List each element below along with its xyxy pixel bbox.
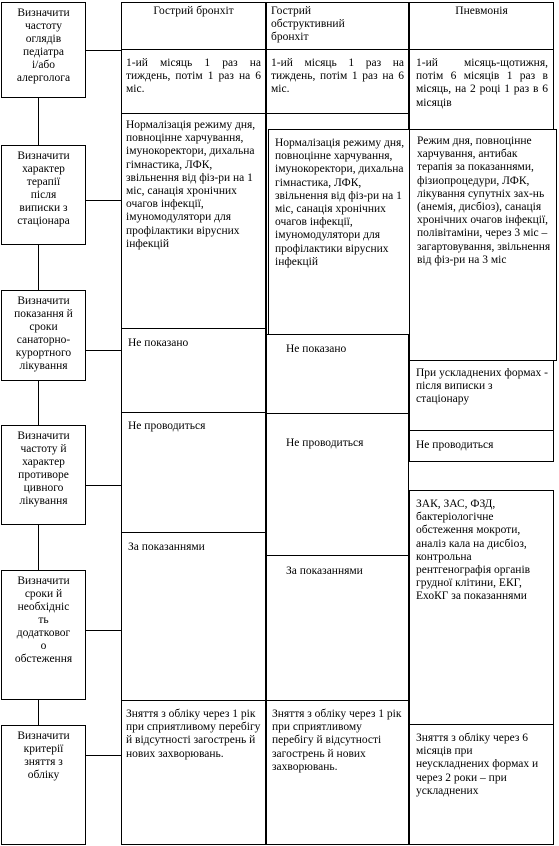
- connector-line: [38, 525, 39, 570]
- connector-line: [38, 381, 39, 425]
- col3-sanatorium: При ускладнених формах - після виписки з стаціонару: [416, 367, 548, 406]
- step-box-therapy: Визначити характер терапії після виписки з стаціонара: [1, 145, 86, 245]
- step-box-exam: Визначити сроки й необхідніс ть додатковог о обстеження: [1, 570, 86, 700]
- connector-line: [86, 50, 121, 51]
- col3-exam: ЗАК, ЗАС, ФЗД, бактеріологічне обстеження мокроти, аналіз кала на дисбіоз, контрольна рентгенографія органів грудної клітини, ЕКГ, ЕхоКГ за показаннями: [416, 498, 531, 603]
- col1-header: Гострий бронхіт: [153, 5, 234, 17]
- connector-line: [86, 630, 121, 631]
- col2-antirelapse: Не проводиться: [286, 437, 364, 449]
- col1-therapy: Нормалізація режиму дня, повноцінне харчування, імунокоректори, дихальна гімнастика, ЛФК, звільнення від фіз-ри на 1 міс, санація хронічних очагов інфекції, імуномодулятори для профілактики вірусних інфекцій: [126, 119, 256, 250]
- col2-therapy: Нормалізація режиму дня, повноцінне харчування, імунокоректори, дихальна гімнастика, ЛФК, звільнення від фіз-ри на 1 міс, санація хронічних очагов інфекції, імуномодулятори для профілактики вірусних інфекцій: [275, 137, 405, 268]
- step-box-antirelapse: Визначити частоту й характер противоре цивного лікування: [1, 425, 86, 525]
- step-box-sanatorium: Визначити показання й сроки санаторно- курортного лікування: [1, 290, 86, 381]
- col1-sanatorium: Не показано: [128, 337, 189, 349]
- connector-line: [86, 755, 121, 756]
- col3-frequency: 1-ий місяць-щотижня, потім 6 місяців 1 раз в місяць, на 2 році 1 раз в 6 місяців: [416, 57, 548, 109]
- col3-header: Пневмонія: [455, 5, 508, 17]
- connector-line: [38, 700, 39, 725]
- col3-therapy: Режим дня, повноцінне харчування, антибак терапія за показаннями, фізиопроцедури, ЛФК, лікування супутніх зах-нь (анемія, дисбіоз), санація хронічних очагов інфекції, полівітаміни, через 3 міс – загартовування, звільнення від фіз-ри на 3 міс: [417, 135, 551, 266]
- col2-header: Гострий обструктивний бронхіт: [271, 5, 345, 44]
- connector-line: [86, 350, 121, 351]
- col2-frequency: 1-ий місяць 1 раз на тиждень, потім 1 раз на 6 міс.: [271, 57, 404, 96]
- connector-line: [86, 200, 121, 201]
- col1-deregister: Зняття з обліку через 1 рік при сприятливому перебігу й відсутності загострень й нових захворювань.: [126, 708, 261, 760]
- connector-line: [38, 98, 39, 145]
- row-divider: [121, 113, 266, 114]
- row-divider: [266, 113, 409, 114]
- col1-exam: За показаннями: [128, 541, 205, 553]
- col2-sanatorium: Не показано: [286, 343, 347, 355]
- row-divider: [266, 49, 409, 50]
- col1-antirelapse: Не проводиться: [128, 420, 206, 432]
- row-divider: [121, 412, 266, 413]
- col3-deregister: Зняття з обліку через 6 місяців при неускладнених формах и через 2 роки – при ускладнених: [416, 732, 539, 797]
- col3-antirelapse: Не проводиться: [416, 439, 494, 451]
- connector-line: [38, 245, 39, 290]
- connector-line: [86, 485, 121, 486]
- row-divider: [121, 700, 266, 701]
- col2-exam: За показаннями: [286, 565, 363, 577]
- row-divider: [121, 532, 266, 533]
- col2-deregister: Зняття з обліку через 1 рік при сприятливому перебігу й відсутності загострень й нових захворювань.: [272, 708, 402, 773]
- row-divider: [121, 328, 266, 329]
- col1-frequency: 1-ий місяць 1 раз на тиждень, потім 1 раз на 6 міс.: [126, 57, 261, 96]
- step-box-deregister: Визначити критерії зняття з обліку: [1, 725, 86, 845]
- row-divider: [121, 49, 266, 50]
- step-box-visit-frequency: Визначити частоту оглядів педіатра і/або алерголога: [1, 2, 86, 98]
